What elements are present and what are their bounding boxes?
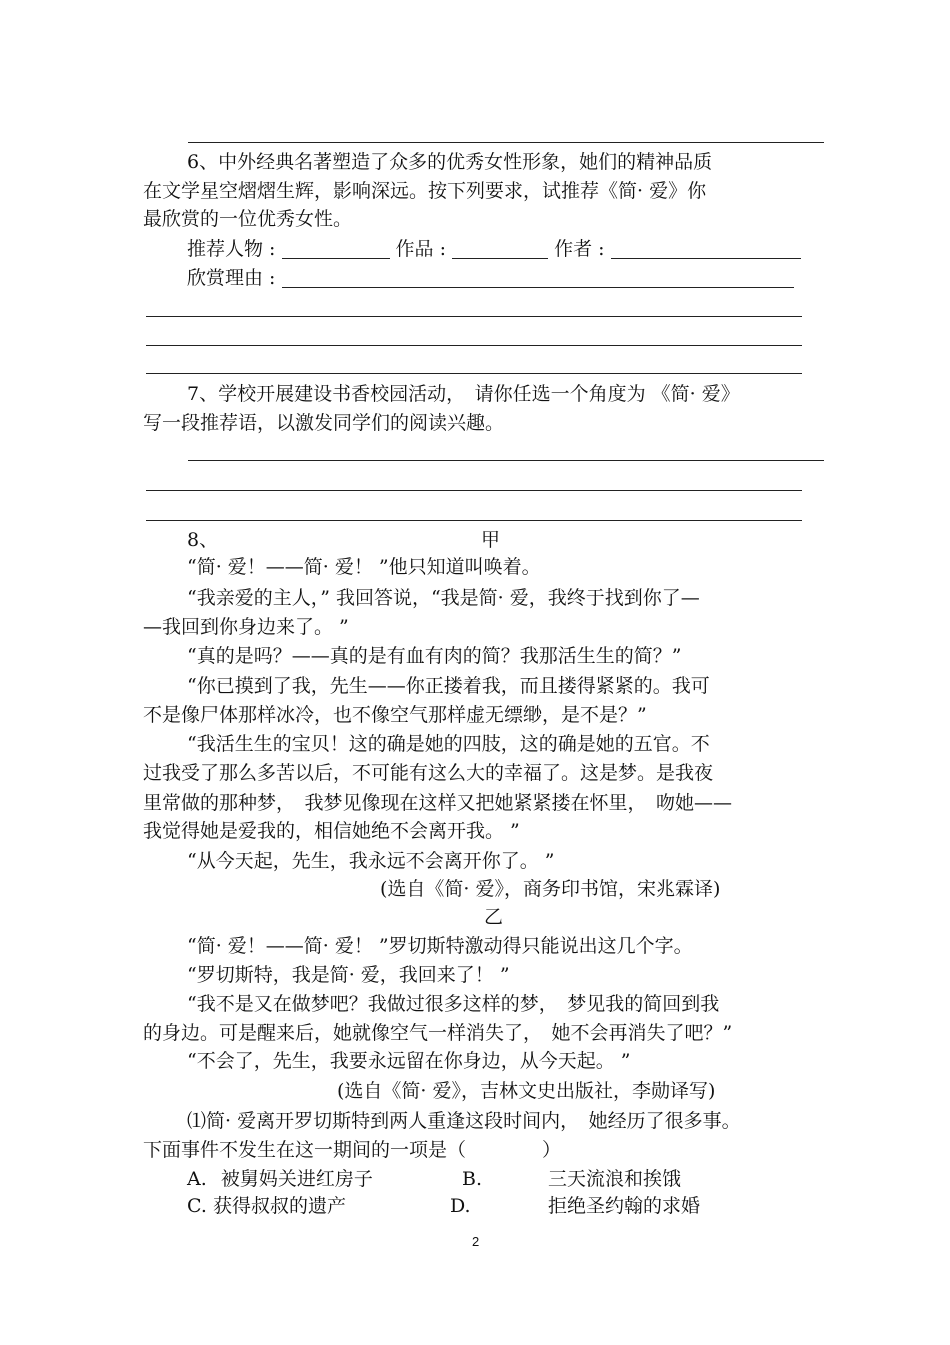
jia-line-10: 我觉得她是爱我的，相信她绝不会离开我。 ” — [143, 820, 520, 842]
jia-line-5: “你已摸到了我，先生——你正搂着我，而且搂得紧紧的。我可 — [187, 675, 710, 697]
option-c[interactable] — [187, 1193, 346, 1219]
yi-line-1: “简· 爱！——简· 爱！ ”罗切斯特激动得只能说出这几个字。 — [187, 935, 693, 957]
answer-line — [188, 460, 824, 461]
option-d-text: 拒绝圣约翰的求婚 — [548, 1195, 701, 1217]
q6-line-3: 最欣赏的一位优秀女性。 — [143, 208, 353, 230]
jia-line-6: 不是像尸体那样冰冷，也不像空气那样虚无缥缈，是不是？” — [143, 704, 647, 726]
yi-line-3: “我不是又在做梦吧？我做过很多这样的梦， 梦见我的简回到我 — [187, 993, 720, 1015]
jia-line-3: —我回到你身边来了。 ” — [143, 616, 349, 638]
author-blank[interactable] — [611, 238, 801, 259]
source-yi: (选自《简· 爱》，吉林文史出版社，李勋译写) — [337, 1080, 716, 1102]
option-b-text: 三天流浪和挨饿 — [548, 1168, 682, 1190]
reason-label: 欣赏理由 : — [187, 267, 276, 289]
option-text: 获得叔叔的遗产 — [212, 1195, 346, 1217]
answer-line — [146, 345, 802, 346]
reason-blank[interactable] — [282, 267, 794, 288]
yi-line-5: “不会了，先生，我要永远留在你身边，从今天起。 ” — [187, 1050, 631, 1072]
answer-line — [146, 520, 802, 521]
answer-line — [146, 316, 802, 317]
q7-line-1: 7、学校开展建设书香校园活动， 请你任选一个角度为 《简· 爱》 — [187, 383, 740, 405]
work-label: 作品 : — [395, 238, 446, 260]
option-b[interactable] — [462, 1166, 482, 1192]
q7-line-2: 写一段推荐语，以激发同学们的阅读兴趣。 — [143, 412, 505, 434]
q6-fill-row — [187, 236, 801, 262]
q6-reason-row — [187, 265, 794, 291]
jia-line-11: “从今天起，先生，我永远不会离开你了。 ” — [187, 850, 555, 872]
jia-line-1: “简· 爱！——简· 爱！ ”他只知道叫唤着。 — [187, 556, 541, 578]
answer-line — [146, 373, 802, 374]
jia-line-2: “我亲爱的主人，” 我回答说，“我是简· 爱，我终于找到你了— — [187, 587, 700, 609]
q8-number: 8、 — [187, 529, 219, 551]
option-d[interactable] — [450, 1193, 471, 1219]
q6-line-2: 在文学星空熠熠生辉，影响深远。按下列要求，试推荐《简· 爱》你 — [143, 180, 707, 202]
jia-line-4: “真的是吗？——真的是有血有肉的简？我那活生生的简？” — [187, 645, 682, 667]
yi-line-2: “罗切斯特，我是简· 爱，我回来了！ ” — [187, 964, 510, 986]
option-letter: B. — [462, 1168, 483, 1190]
answer-line — [188, 142, 824, 143]
q6-line-1: 6、中外经典名著塑造了众多的优秀女性形象，她们的精神品质 — [187, 151, 713, 173]
source-jia: (选自《简· 爱》，商务印书馆，宋兆霖译) — [380, 878, 721, 900]
sub1-line-1: ⑴简· 爱离开罗切斯特到两人重逢这段时间内， 她经历了很多事。 — [187, 1110, 741, 1132]
option-letter: D. — [450, 1195, 471, 1217]
answer-line — [146, 490, 802, 491]
jia-line-7: “我活生生的宝贝！这的确是她的四肢，这的确是她的五官。不 — [187, 733, 710, 755]
person-label: 推荐人物 : — [187, 238, 276, 260]
passage-title-yi: 乙 — [484, 906, 504, 928]
yi-line-4: 的身边。可是醒来后，她就像空气一样消失了， 她不会再消失了吧？” — [143, 1022, 733, 1044]
passage-title-jia: 甲 — [481, 529, 501, 551]
work-blank[interactable] — [452, 238, 548, 259]
jia-line-9: 里常做的那种梦， 我梦见像现在这样又把她紧紧搂在怀里， 吻她—— — [143, 792, 733, 814]
author-label: 作者 : — [554, 238, 605, 260]
option-text: 被舅妈关进红房子 — [220, 1168, 373, 1190]
option-letter: A. — [187, 1168, 207, 1190]
person-blank[interactable] — [282, 238, 390, 259]
jia-line-8: 过我受了那么多苦以后，不可能有这么大的幸福了。这是梦。是我夜 — [143, 762, 714, 784]
option-letter: C. — [187, 1195, 207, 1217]
option-a[interactable] — [187, 1166, 373, 1192]
page-number: 2 — [472, 1234, 480, 1249]
sub1-line-2: 下面事件不发生在这一期间的一项是（ ） — [143, 1139, 562, 1161]
